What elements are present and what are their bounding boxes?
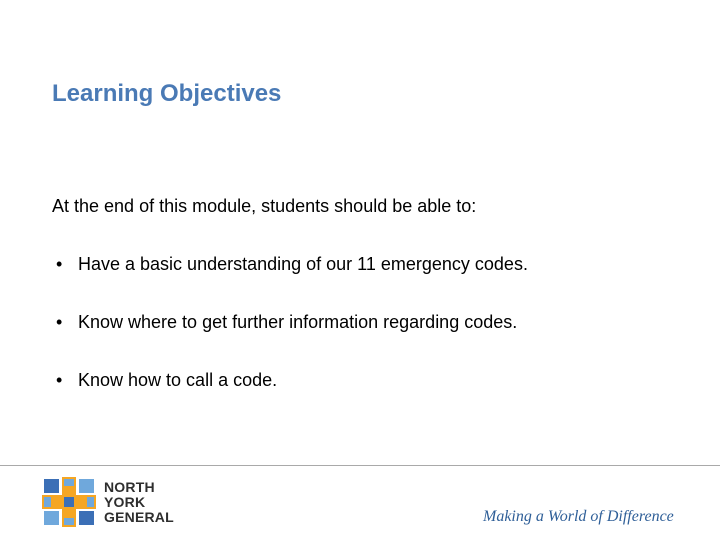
footer-tagline: Making a World of Difference bbox=[483, 508, 674, 525]
north-york-general-logo bbox=[42, 477, 192, 527]
logo-grid-icon bbox=[42, 477, 96, 527]
list-item-text: Have a basic understanding of our 11 emergency codes. bbox=[78, 254, 528, 274]
bullet-icon: • bbox=[56, 312, 63, 332]
bullet-icon: • bbox=[56, 254, 63, 274]
logo-line-general: GENERAL bbox=[104, 509, 174, 525]
bullet-icon: • bbox=[56, 370, 63, 390]
intro-text: At the end of this module, students should be able to: bbox=[52, 196, 477, 216]
footer-divider bbox=[0, 465, 720, 466]
logo-line-york: YORK bbox=[104, 494, 146, 510]
slide-title: Learning Objectives bbox=[52, 80, 282, 107]
list-item-text: Know where to get further information regarding codes. bbox=[78, 312, 518, 332]
list-item-text: Know how to call a code. bbox=[78, 370, 278, 390]
logo-wordmark bbox=[104, 480, 174, 525]
logo-line-north: NORTH bbox=[104, 479, 155, 495]
